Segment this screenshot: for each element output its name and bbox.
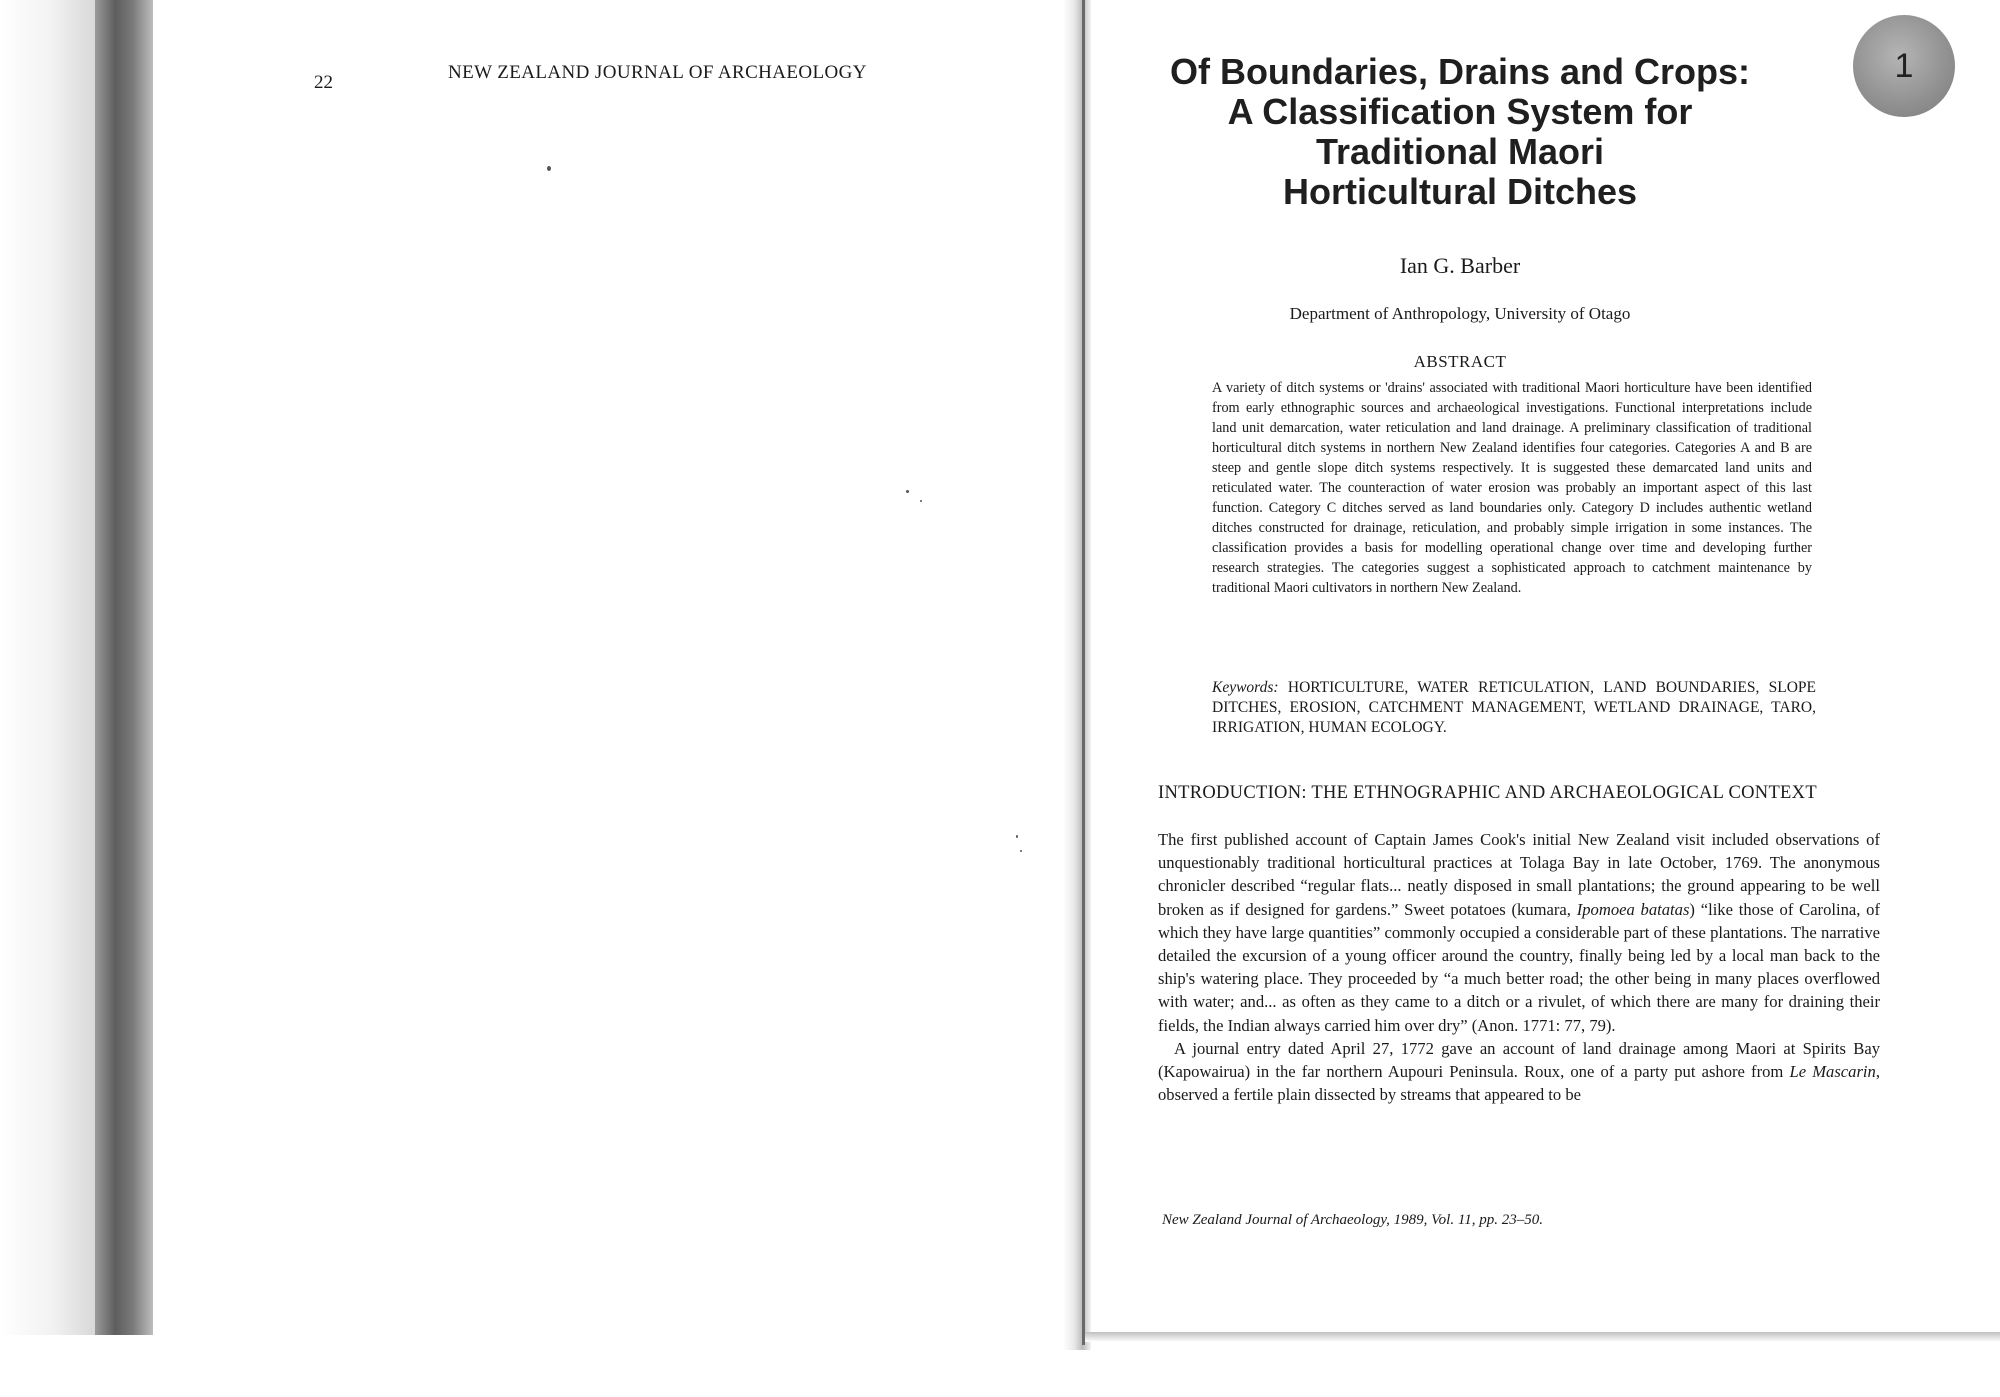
keywords-text: HORTICULTURE, WATER RETICULATION, LAND BOUNDARIES, SLOPE DITCHES, EROSION, CATCHMENT MANAGEMENT, WETLAND DRAINAGE, TARO, IRRIGATION, HUMAN ECOLOGY. <box>1212 679 1816 736</box>
page-gutter <box>1063 0 1091 1350</box>
section-heading: INTRODUCTION: THE ETHNOGRAPHIC AND ARCHAEOLOGICAL CONTEXT <box>1158 783 1817 803</box>
species-name: Ipomoea batatas <box>1576 899 1690 919</box>
title-line: Of Boundaries, Drains and Crops: <box>1169 51 1751 92</box>
journal-citation: New Zealand Journal of Archaeology, 1989, Vol. 11, pp. 23–50. <box>1162 1212 1543 1228</box>
ship-name: Le Mascarin <box>1789 1062 1876 1082</box>
page-number: 22 <box>314 72 333 93</box>
keywords <box>1212 678 1816 738</box>
title-line: A Classification System for <box>1227 91 1693 132</box>
scan-speck <box>1016 835 1018 838</box>
keywords-label: Keywords: <box>1212 679 1279 696</box>
scan-speck <box>906 490 909 493</box>
gutter-line <box>1082 0 1085 1345</box>
abstract-body: A variety of ditch systems or 'drains' associated with traditional Maori horticulture have been identified from early ethnographic sources and archaeological investigations. Functional interpretations include land unit demarcation, water reticulation and land drainage. A preliminary classification of traditional horticultural ditch systems in northern New Zealand identifies four categories. Categories A and B are steep and gentle slope ditch systems respectively. It is suggested these demarcated land units and reticulated water. The counteraction of water erosion was probably an important aspect of this last function. Category C ditches served as land boundaries only. Category D includes authentic wetland ditches constructed for drainage, reticulation, and probably simple irrigation in some instances. The classification provides a basis for modelling operational change over time and developing further research strategies. The categories suggest a sophisticated approach to catchment maintenance by traditional Maori cultivators in northern New Zealand. <box>1212 380 1812 596</box>
chapter-badge: 1 <box>1853 15 1955 117</box>
title-line: Horticultural Ditches <box>1282 171 1638 212</box>
running-head: NEW ZEALAND JOURNAL OF ARCHAEOLOGY <box>448 62 867 83</box>
book-binding-shadow <box>95 0 153 1335</box>
paragraph-text: A journal entry dated April 27, 1772 gave an account of land drainage among Maori at Spirits Bay (Kapowairua) in the far northern Aupouri Peninsula. Roux, one of a party put ashore from <box>1158 1038 1880 1082</box>
author-affiliation: Department of Anthropology, University of Otago <box>1289 304 1631 323</box>
intro-paragraph <box>1158 828 1880 1037</box>
intro-paragraph <box>1158 1037 1880 1107</box>
paragraph-text: , observed a fertile plain dissected by streams that appeared to be <box>1158 1062 1880 1105</box>
scan-speck <box>920 500 922 502</box>
binding-fade <box>0 0 95 1335</box>
scan-speck <box>1020 850 1022 852</box>
abstract-heading: ABSTRACT <box>1413 352 1507 371</box>
title-line: Traditional Maori <box>1315 131 1605 172</box>
bottom-page-shadow <box>1085 1332 2000 1342</box>
introduction-body <box>1158 828 1880 1106</box>
article-title <box>1150 52 1770 212</box>
scan-speck <box>547 166 551 171</box>
author-name: Ian G. Barber <box>1399 253 1521 278</box>
paragraph-text: ) “like those of Carolina, of which they have large quantities” commonly occupied a considerable part of these plantations. The narrative detailed the excursion of a young officer around the country, finally being led by a local man back to the ship's watering place. They proceeded by “a much better road; the other being in many places overflowed with water; and... as often as they came to a ditch or a rivulet, of which there are many for draining their fields, the Indian always carried him over dry” (Anon. 1771: 77, 79). <box>1158 899 1881 1035</box>
paragraph-text: The first published account of Captain James Cook's initial New Zealand visit included observations of unquestionably traditional horticultural practices at Tolaga Bay in late October, 1769. The anonymous chronicler described “regular flats... neatly disposed in small plantations; the ground appearing to be well broken as if designed for gardens.” Sweet potatoes (kumara, <box>1158 830 1880 919</box>
